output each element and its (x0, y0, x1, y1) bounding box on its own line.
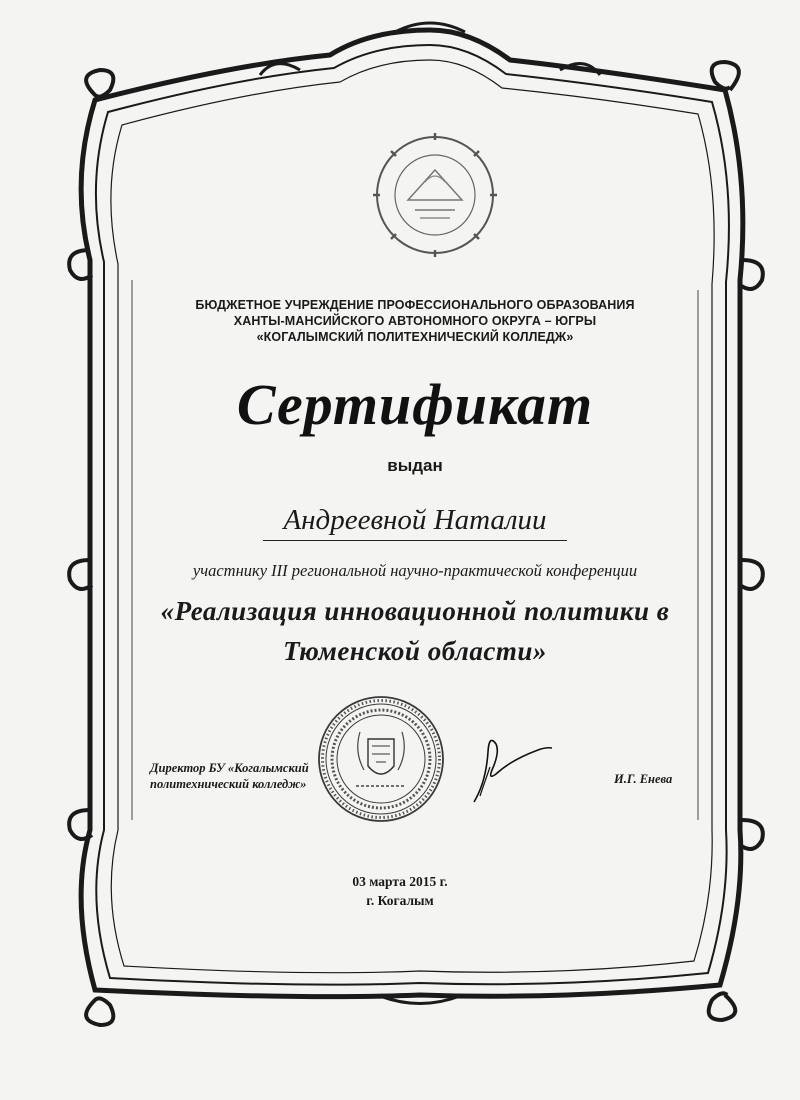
header-line-3: «КОГАЛЫМСКИЙ ПОЛИТЕХНИЧЕСКИЙ КОЛЛЕДЖ» (256, 330, 574, 344)
college-emblem-icon (370, 130, 500, 260)
signature-icon (466, 722, 556, 812)
issued-label: выдан (387, 456, 443, 475)
conference-title-line-1: «Реализация инновационной политики в (160, 596, 670, 626)
issue-date: 03 марта 2015 г. (352, 874, 448, 889)
issue-place: г. Когалым (366, 893, 434, 908)
recipient-name-text: Андреевной Наталии (263, 500, 566, 541)
official-seal-icon (316, 694, 446, 824)
recipient-name (150, 500, 680, 541)
participant-line: участнику III региональной научно-практической конференции (192, 561, 638, 580)
conference-title (150, 591, 680, 671)
issue-info (300, 872, 500, 910)
header-line-1: БЮДЖЕТНОЕ УЧРЕЖДЕНИЕ ПРОФЕССИОНАЛЬНОГО ОБРАЗОВАНИЯ (195, 298, 635, 312)
institution-header (150, 297, 680, 345)
certificate-title: Сертификат (236, 372, 594, 437)
director-line-2: политехнический колледж» (150, 777, 307, 791)
header-line-2: ХАНТЫ-МАНСИЙСКОГО АВТОНОМНОГО ОКРУГА – ЮГРЫ (233, 314, 597, 328)
signer-name: И.Г. Енева (614, 772, 673, 786)
director-line-1: Директор БУ «Когалымский (150, 761, 309, 775)
conference-title-line-2: Тюменской области» (283, 636, 547, 666)
